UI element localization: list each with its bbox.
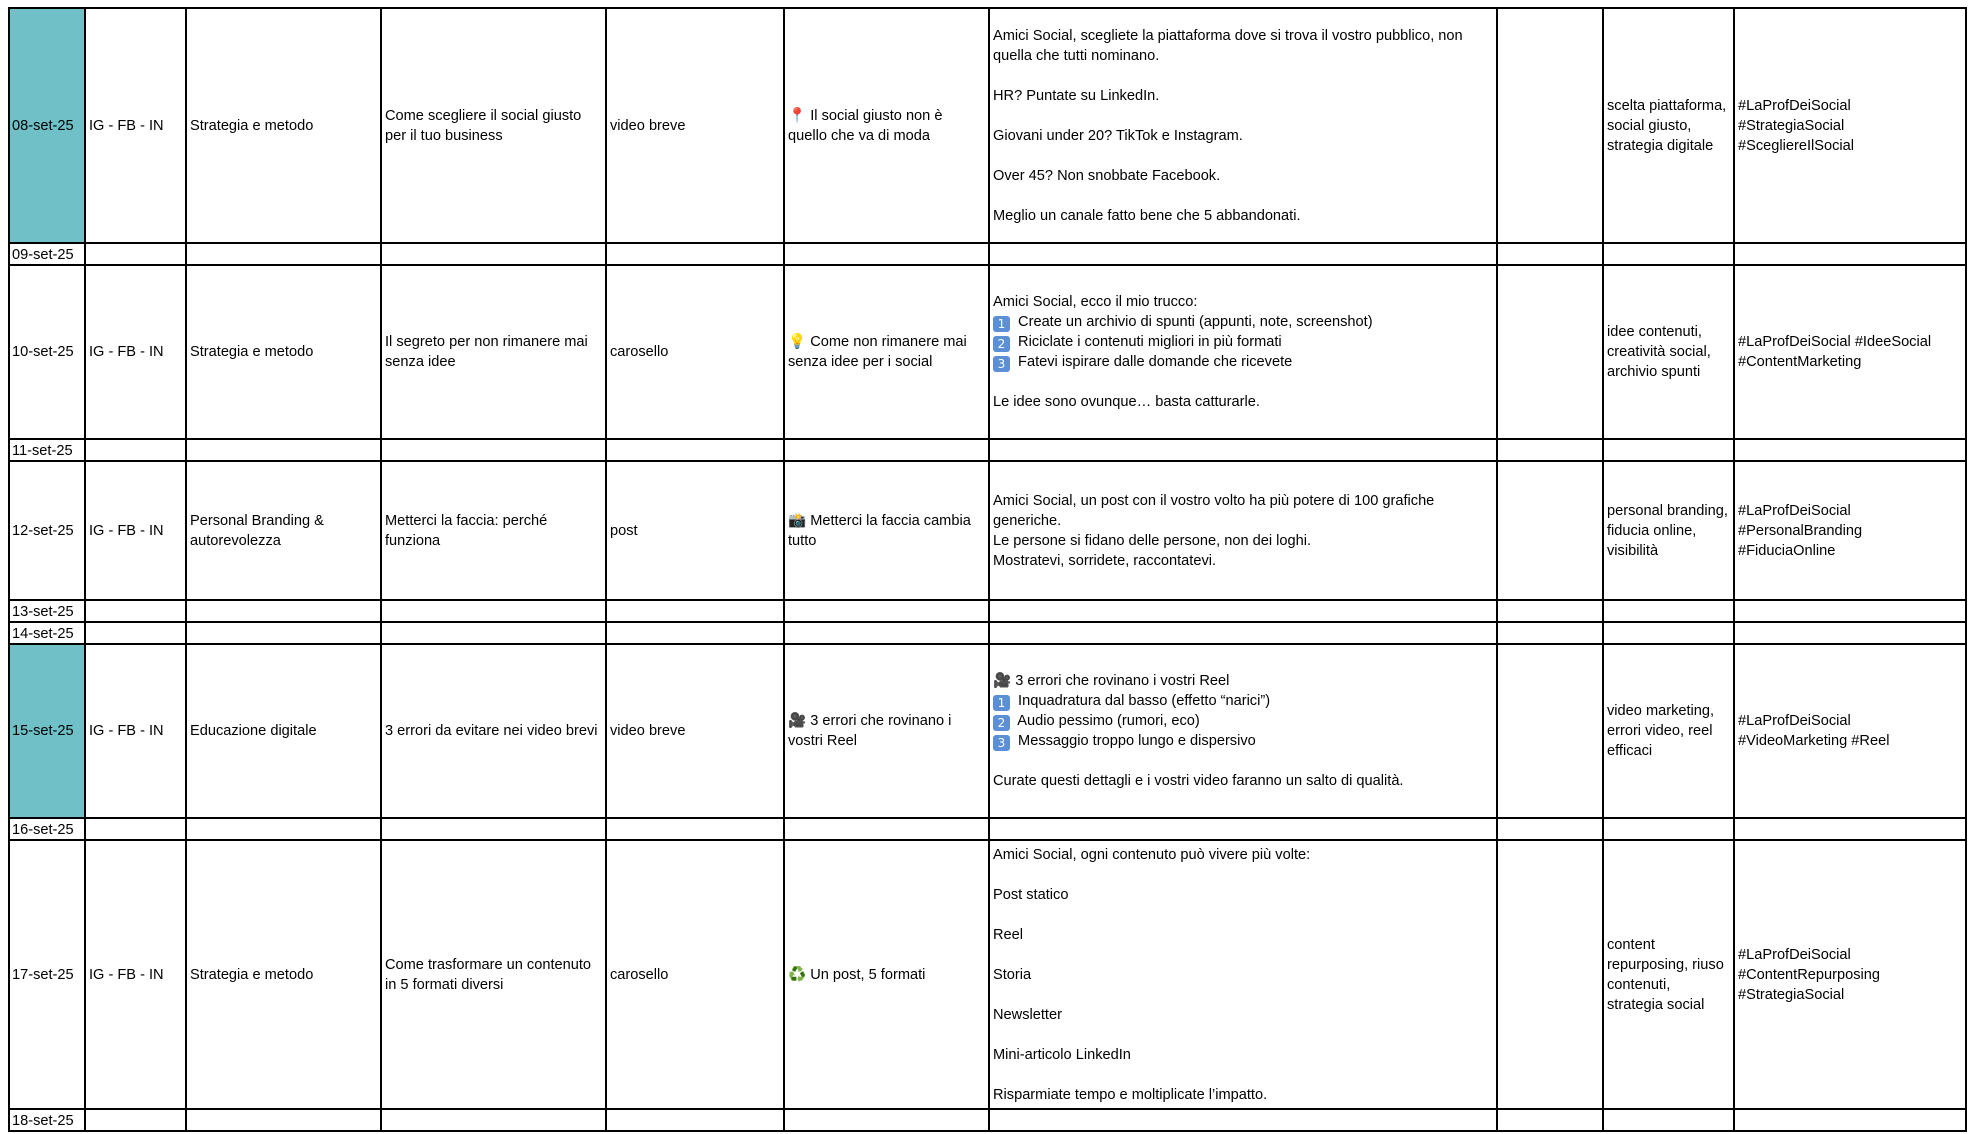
content-row [9,644,1966,818]
extra-cell[interactable] [1497,8,1603,243]
date-cell[interactable]: 17-set-25 [9,840,85,1109]
hashtags-cell[interactable] [1734,1109,1966,1131]
copy-cell[interactable] [989,818,1497,840]
pillar-cell[interactable]: Educazione digitale [186,644,381,818]
copy-cell[interactable]: Amici Social, scegliete la piattaforma dove si trova il vostro pubblico, non quella che tutti nominano. HR? Puntate su LinkedIn. Giovani under 20? TikTok e Instagram. Over 45? Non snobbate Facebook. Meglio un canale fatto bene che 5 abbandonati. [989,8,1497,243]
title-cell[interactable] [381,818,606,840]
title-cell[interactable] [381,439,606,461]
hashtags-cell[interactable]: #LaProfDeiSocial #VideoMarketing #Reel [1734,644,1966,818]
format-cell[interactable]: video breve [606,8,784,243]
number-keycap-icon: 1 [993,695,1010,711]
hook-cell[interactable] [784,243,989,265]
date-cell[interactable]: 13-set-25 [9,600,85,622]
keywords-cell[interactable] [1603,243,1734,265]
keywords-cell[interactable]: personal branding, fiducia online, visibilità [1603,461,1734,600]
channels-cell[interactable] [85,818,186,840]
pillar-cell[interactable] [186,600,381,622]
extra-cell[interactable] [1497,840,1603,1109]
pillar-cell[interactable] [186,818,381,840]
format-cell[interactable]: video breve [606,644,784,818]
pillar-cell[interactable] [186,243,381,265]
extra-cell[interactable] [1497,439,1603,461]
content-row [9,8,1966,243]
empty-date-row [9,439,1966,461]
hook-cell[interactable] [784,818,989,840]
hashtags-cell[interactable] [1734,622,1966,644]
title-cell[interactable] [381,243,606,265]
extra-cell[interactable] [1497,243,1603,265]
title-cell[interactable] [381,622,606,644]
channels-cell[interactable] [85,1109,186,1131]
copy-cell[interactable] [989,1109,1497,1131]
title-cell[interactable] [381,600,606,622]
empty-date-row [9,600,1966,622]
format-cell[interactable] [606,439,784,461]
pillar-cell[interactable] [186,622,381,644]
channels-cell[interactable] [85,243,186,265]
extra-cell[interactable] [1497,265,1603,439]
keywords-cell[interactable]: video marketing, errori video, reel efficaci [1603,644,1734,818]
hook-cell[interactable]: 📸 Metterci la faccia cambia tutto [784,461,989,600]
format-cell[interactable]: post [606,461,784,600]
extra-cell[interactable] [1497,461,1603,600]
hook-cell[interactable] [784,1109,989,1131]
channels-cell[interactable]: IG - FB - IN [85,840,186,1109]
keywords-cell[interactable]: idee contenuti, creatività social, archivio spunti [1603,265,1734,439]
hook-cell[interactable] [784,600,989,622]
editorial-calendar-table [8,7,1967,1132]
date-cell[interactable]: 14-set-25 [9,622,85,644]
date-cell[interactable]: 08-set-25 [9,8,85,243]
number-keycap-icon: 2 [993,715,1010,731]
empty-date-row [9,243,1966,265]
hashtags-cell[interactable] [1734,818,1966,840]
keywords-cell[interactable]: content repurposing, riuso contenuti, strategia social [1603,840,1734,1109]
keywords-cell[interactable] [1603,439,1734,461]
date-cell[interactable]: 12-set-25 [9,461,85,600]
number-keycap-icon: 3 [993,735,1010,751]
date-cell[interactable]: 09-set-25 [9,243,85,265]
pillar-cell[interactable]: Strategia e metodo [186,840,381,1109]
pillar-cell[interactable]: Strategia e metodo [186,8,381,243]
hook-cell[interactable]: ♻️ Un post, 5 formati [784,840,989,1109]
format-cell[interactable]: carosello [606,840,784,1109]
extra-cell[interactable] [1497,818,1603,840]
title-cell[interactable]: Come scegliere il social giusto per il tuo business [381,8,606,243]
hook-cell[interactable] [784,439,989,461]
channels-cell[interactable]: IG - FB - IN [85,644,186,818]
copy-cell[interactable]: Amici Social, un post con il vostro volto ha più potere di 100 grafiche generiche. Le persone si fidano delle persone, non dei loghi. Mostratevi, sorridete, raccontatevi. [989,461,1497,600]
copy-cell[interactable]: Amici Social, ecco il mio trucco: 1 Create un archivio di spunti (appunti, note, screenshot) 2 Riciclate i contenuti migliori in più formati 3 Fatevi ispirare dalle domande che ricevete Le idee sono ovunque… basta catturarle. [989,265,1497,439]
copy-cell[interactable] [989,243,1497,265]
pillar-cell[interactable] [186,1109,381,1131]
hashtags-cell[interactable]: #LaProfDeiSocial #ContentRepurposing #StrategiaSocial [1734,840,1966,1109]
format-cell[interactable]: carosello [606,265,784,439]
hook-cell[interactable] [784,622,989,644]
hook-cell[interactable]: 📍 Il social giusto non è quello che va di moda [784,8,989,243]
empty-date-row [9,1109,1966,1131]
hook-cell[interactable]: 🎥 3 errori che rovinano i vostri Reel [784,644,989,818]
format-cell[interactable] [606,622,784,644]
keywords-cell[interactable]: scelta piattaforma, social giusto, strategia digitale [1603,8,1734,243]
number-keycap-icon: 3 [993,356,1010,372]
format-cell[interactable] [606,243,784,265]
copy-cell[interactable] [989,600,1497,622]
date-cell[interactable]: 18-set-25 [9,1109,85,1131]
format-cell[interactable] [606,600,784,622]
hashtags-cell[interactable]: #LaProfDeiSocial #PersonalBranding #FiduciaOnline [1734,461,1966,600]
pillar-cell[interactable]: Strategia e metodo [186,265,381,439]
title-cell[interactable] [381,1109,606,1131]
hashtags-cell[interactable]: #LaProfDeiSocial #IdeeSocial #ContentMarketing [1734,265,1966,439]
keywords-cell[interactable] [1603,622,1734,644]
copy-cell[interactable] [989,439,1497,461]
channels-cell[interactable]: IG - FB - IN [85,461,186,600]
hook-cell[interactable]: 💡 Come non rimanere mai senza idee per i social [784,265,989,439]
pillar-cell[interactable] [186,439,381,461]
title-cell[interactable]: Come trasformare un contenuto in 5 formati diversi [381,840,606,1109]
channels-cell[interactable] [85,600,186,622]
number-keycap-icon: 1 [993,316,1010,332]
title-cell[interactable]: Il segreto per non rimanere mai senza idee [381,265,606,439]
keywords-cell[interactable] [1603,1109,1734,1131]
copy-cell[interactable]: 🎥 3 errori che rovinano i vostri Reel 1 Inquadratura dal basso (effetto “narici”) 2 Audio pessimo (rumori, eco) 3 Messaggio troppo lungo e dispersivo Curate questi dettagli e i vostri video faranno un salto di qualità. [989,644,1497,818]
copy-cell[interactable]: Amici Social, ogni contenuto può vivere più volte: Post statico Reel Storia Newsletter Mini-articolo LinkedIn Risparmiate tempo e moltiplicate l’impatto. [989,840,1497,1109]
content-row [9,840,1966,1109]
title-cell[interactable]: 3 errori da evitare nei video brevi [381,644,606,818]
title-cell[interactable]: Metterci la faccia: perché funziona [381,461,606,600]
content-row [9,461,1966,600]
extra-cell[interactable] [1497,600,1603,622]
extra-cell[interactable] [1497,644,1603,818]
copy-cell[interactable] [989,622,1497,644]
content-row [9,265,1966,439]
date-cell[interactable]: 15-set-25 [9,644,85,818]
format-cell[interactable] [606,818,784,840]
date-cell[interactable]: 16-set-25 [9,818,85,840]
channels-cell[interactable] [85,439,186,461]
empty-date-row [9,818,1966,840]
date-cell[interactable]: 10-set-25 [9,265,85,439]
extra-cell[interactable] [1497,622,1603,644]
format-cell[interactable] [606,1109,784,1131]
extra-cell[interactable] [1497,1109,1603,1131]
date-cell[interactable]: 11-set-25 [9,439,85,461]
keywords-cell[interactable] [1603,818,1734,840]
keywords-cell[interactable] [1603,600,1734,622]
empty-date-row [9,622,1966,644]
channels-cell[interactable]: IG - FB - IN [85,265,186,439]
pillar-cell[interactable]: Personal Branding & autorevolezza [186,461,381,600]
hashtags-cell[interactable] [1734,243,1966,265]
hashtags-cell[interactable]: #LaProfDeiSocial #StrategiaSocial #ScegliereIlSocial [1734,8,1966,243]
hashtags-cell[interactable] [1734,439,1966,461]
number-keycap-icon: 2 [993,336,1010,352]
channels-cell[interactable] [85,622,186,644]
hashtags-cell[interactable] [1734,600,1966,622]
channels-cell[interactable]: IG - FB - IN [85,8,186,243]
